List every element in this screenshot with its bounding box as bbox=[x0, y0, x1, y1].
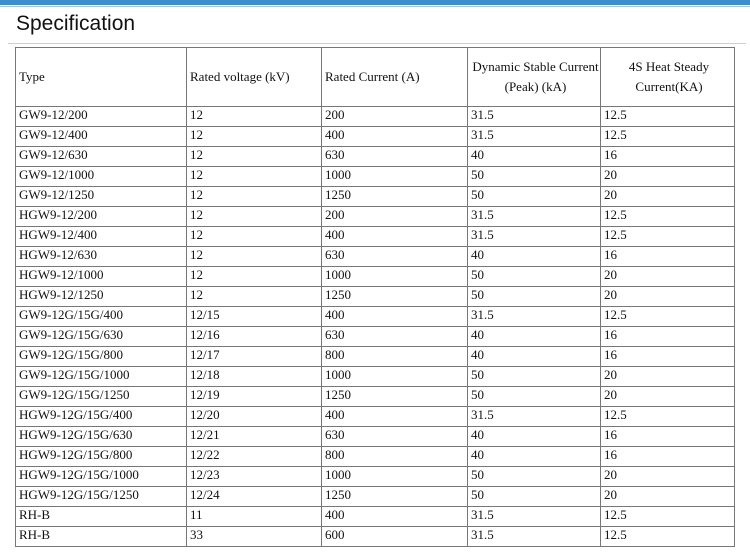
cell-rated-voltage: 12/21 bbox=[187, 427, 322, 447]
cell-rated-current: 400 bbox=[322, 307, 468, 327]
cell-dynamic-current: 31.5 bbox=[468, 107, 601, 127]
table-row bbox=[16, 107, 735, 127]
cell-heat-current: 12.5 bbox=[601, 407, 735, 427]
cell-heat-current: 20 bbox=[601, 287, 735, 307]
cell-rated-voltage: 12/18 bbox=[187, 367, 322, 387]
cell-heat-current: 20 bbox=[601, 467, 735, 487]
header-rated-current: Rated Current (A) bbox=[322, 48, 468, 107]
specification-table bbox=[15, 47, 735, 547]
cell-type: RH-B bbox=[16, 527, 187, 547]
cell-type: RH-B bbox=[16, 507, 187, 527]
cell-dynamic-current: 50 bbox=[468, 387, 601, 407]
cell-rated-current: 1000 bbox=[322, 367, 468, 387]
cell-rated-voltage: 12/16 bbox=[187, 327, 322, 347]
cell-dynamic-current: 40 bbox=[468, 147, 601, 167]
cell-dynamic-current: 50 bbox=[468, 367, 601, 387]
cell-heat-current: 16 bbox=[601, 247, 735, 267]
cell-rated-voltage: 11 bbox=[187, 507, 322, 527]
cell-type: GW9-12/1250 bbox=[16, 187, 187, 207]
cell-rated-voltage: 12 bbox=[187, 187, 322, 207]
table-row bbox=[16, 247, 735, 267]
cell-heat-current: 20 bbox=[601, 187, 735, 207]
cell-rated-current: 630 bbox=[322, 247, 468, 267]
cell-type: GW9-12G/15G/630 bbox=[16, 327, 187, 347]
table-row bbox=[16, 367, 735, 387]
cell-type: GW9-12/630 bbox=[16, 147, 187, 167]
cell-rated-voltage: 12/23 bbox=[187, 467, 322, 487]
cell-dynamic-current: 40 bbox=[468, 347, 601, 367]
cell-rated-voltage: 33 bbox=[187, 527, 322, 547]
cell-dynamic-current: 31.5 bbox=[468, 507, 601, 527]
cell-dynamic-current: 40 bbox=[468, 247, 601, 267]
cell-rated-current: 1000 bbox=[322, 167, 468, 187]
cell-rated-current: 1000 bbox=[322, 467, 468, 487]
table-row bbox=[16, 447, 735, 467]
cell-rated-voltage: 12 bbox=[187, 247, 322, 267]
table-row bbox=[16, 527, 735, 547]
cell-heat-current: 20 bbox=[601, 167, 735, 187]
cell-rated-voltage: 12/19 bbox=[187, 387, 322, 407]
cell-type: HGW9-12/200 bbox=[16, 207, 187, 227]
cell-rated-current: 400 bbox=[322, 507, 468, 527]
top-accent-bar bbox=[0, 0, 750, 5]
cell-type: HGW9-12/630 bbox=[16, 247, 187, 267]
cell-heat-current: 12.5 bbox=[601, 507, 735, 527]
table-row bbox=[16, 127, 735, 147]
cell-heat-current: 16 bbox=[601, 427, 735, 447]
cell-heat-current: 12.5 bbox=[601, 527, 735, 547]
table-row bbox=[16, 207, 735, 227]
cell-type: HGW9-12/400 bbox=[16, 227, 187, 247]
cell-type: HGW9-12/1000 bbox=[16, 267, 187, 287]
cell-dynamic-current: 31.5 bbox=[468, 307, 601, 327]
cell-heat-current: 20 bbox=[601, 367, 735, 387]
cell-dynamic-current: 50 bbox=[468, 487, 601, 507]
cell-heat-current: 12.5 bbox=[601, 307, 735, 327]
table-row bbox=[16, 507, 735, 527]
cell-dynamic-current: 31.5 bbox=[468, 207, 601, 227]
cell-rated-voltage: 12 bbox=[187, 287, 322, 307]
cell-rated-current: 600 bbox=[322, 527, 468, 547]
cell-rated-voltage: 12 bbox=[187, 147, 322, 167]
cell-type: GW9-12/200 bbox=[16, 107, 187, 127]
cell-type: HGW9-12G/15G/630 bbox=[16, 427, 187, 447]
table-row bbox=[16, 427, 735, 447]
table-header-row bbox=[16, 48, 735, 107]
cell-rated-voltage: 12 bbox=[187, 167, 322, 187]
table-row bbox=[16, 307, 735, 327]
cell-type: HGW9-12G/15G/800 bbox=[16, 447, 187, 467]
cell-rated-current: 630 bbox=[322, 427, 468, 447]
cell-heat-current: 16 bbox=[601, 347, 735, 367]
cell-type: GW9-12G/15G/400 bbox=[16, 307, 187, 327]
cell-rated-voltage: 12/22 bbox=[187, 447, 322, 467]
cell-rated-current: 1250 bbox=[322, 487, 468, 507]
cell-rated-voltage: 12 bbox=[187, 227, 322, 247]
cell-dynamic-current: 31.5 bbox=[468, 527, 601, 547]
cell-heat-current: 12.5 bbox=[601, 207, 735, 227]
cell-rated-current: 400 bbox=[322, 407, 468, 427]
cell-rated-current: 1250 bbox=[322, 387, 468, 407]
cell-rated-current: 400 bbox=[322, 227, 468, 247]
cell-type: GW9-12G/15G/1000 bbox=[16, 367, 187, 387]
header-rated-voltage: Rated voltage (kV) bbox=[187, 48, 322, 107]
table-body bbox=[16, 107, 735, 547]
table-row bbox=[16, 347, 735, 367]
cell-dynamic-current: 50 bbox=[468, 467, 601, 487]
table-row bbox=[16, 167, 735, 187]
cell-heat-current: 20 bbox=[601, 387, 735, 407]
cell-heat-current: 16 bbox=[601, 147, 735, 167]
cell-rated-current: 400 bbox=[322, 127, 468, 147]
cell-dynamic-current: 31.5 bbox=[468, 407, 601, 427]
table-row bbox=[16, 287, 735, 307]
cell-rated-current: 630 bbox=[322, 147, 468, 167]
cell-rated-voltage: 12 bbox=[187, 207, 322, 227]
cell-rated-current: 1250 bbox=[322, 287, 468, 307]
heading-divider bbox=[8, 43, 746, 44]
cell-rated-current: 630 bbox=[322, 327, 468, 347]
section-heading: Specification bbox=[16, 12, 136, 35]
cell-rated-voltage: 12/24 bbox=[187, 487, 322, 507]
header-type: Type bbox=[16, 48, 187, 107]
cell-type: GW9-12/1000 bbox=[16, 167, 187, 187]
cell-dynamic-current: 40 bbox=[468, 327, 601, 347]
header-dynamic-stable-current: Dynamic Stable Current (Peak) (kA) bbox=[468, 48, 601, 107]
cell-dynamic-current: 31.5 bbox=[468, 227, 601, 247]
cell-rated-current: 800 bbox=[322, 347, 468, 367]
cell-heat-current: 16 bbox=[601, 447, 735, 467]
cell-rated-voltage: 12 bbox=[187, 107, 322, 127]
cell-dynamic-current: 40 bbox=[468, 447, 601, 467]
cell-dynamic-current: 40 bbox=[468, 427, 601, 447]
cell-rated-voltage: 12/17 bbox=[187, 347, 322, 367]
cell-heat-current: 20 bbox=[601, 267, 735, 287]
cell-rated-current: 1000 bbox=[322, 267, 468, 287]
cell-heat-current: 12.5 bbox=[601, 127, 735, 147]
cell-type: GW9-12/400 bbox=[16, 127, 187, 147]
cell-dynamic-current: 50 bbox=[468, 267, 601, 287]
table-row bbox=[16, 467, 735, 487]
cell-dynamic-current: 50 bbox=[468, 187, 601, 207]
cell-rated-current: 800 bbox=[322, 447, 468, 467]
cell-rated-current: 200 bbox=[322, 107, 468, 127]
table-row bbox=[16, 267, 735, 287]
cell-type: HGW9-12/1250 bbox=[16, 287, 187, 307]
cell-rated-current: 200 bbox=[322, 207, 468, 227]
header-heat-steady-current: 4S Heat Steady Current(KA) bbox=[601, 48, 735, 107]
cell-type: HGW9-12G/15G/1250 bbox=[16, 487, 187, 507]
table-row bbox=[16, 487, 735, 507]
cell-rated-voltage: 12 bbox=[187, 267, 322, 287]
cell-heat-current: 12.5 bbox=[601, 227, 735, 247]
cell-dynamic-current: 50 bbox=[468, 287, 601, 307]
table-row bbox=[16, 227, 735, 247]
cell-rated-voltage: 12/15 bbox=[187, 307, 322, 327]
table-row bbox=[16, 327, 735, 347]
table-row bbox=[16, 407, 735, 427]
cell-rated-current: 1250 bbox=[322, 187, 468, 207]
cell-heat-current: 12.5 bbox=[601, 107, 735, 127]
cell-dynamic-current: 50 bbox=[468, 167, 601, 187]
table-row bbox=[16, 147, 735, 167]
cell-type: HGW9-12G/15G/1000 bbox=[16, 467, 187, 487]
cell-rated-voltage: 12/20 bbox=[187, 407, 322, 427]
table-row bbox=[16, 187, 735, 207]
top-accent-line bbox=[0, 6, 750, 7]
cell-dynamic-current: 31.5 bbox=[468, 127, 601, 147]
cell-rated-voltage: 12 bbox=[187, 127, 322, 147]
cell-heat-current: 20 bbox=[601, 487, 735, 507]
cell-heat-current: 16 bbox=[601, 327, 735, 347]
cell-type: HGW9-12G/15G/400 bbox=[16, 407, 187, 427]
cell-type: GW9-12G/15G/800 bbox=[16, 347, 187, 367]
table-row bbox=[16, 387, 735, 407]
cell-type: GW9-12G/15G/1250 bbox=[16, 387, 187, 407]
